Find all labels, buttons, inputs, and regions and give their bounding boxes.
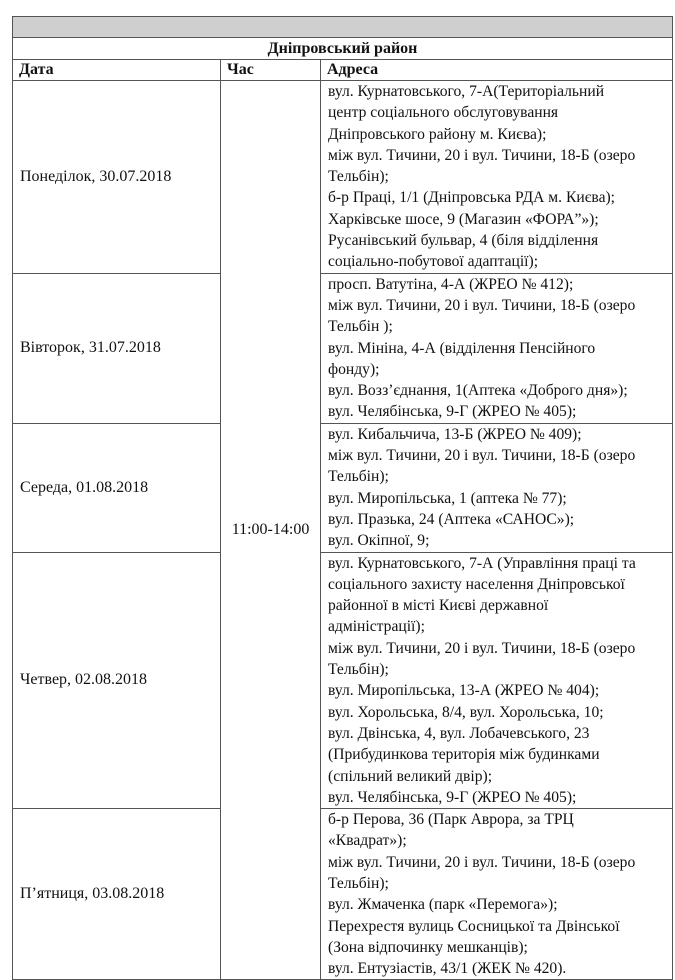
address-line: Дніпровського району м. Києва); xyxy=(328,125,547,143)
address-line: вул. Челябінська, 9-Г (ЖРЕО № 405); xyxy=(328,403,577,421)
address-line: вул. Челябінська, 9-Г (ЖРЕО № 405); xyxy=(328,788,577,806)
grey-header-cell xyxy=(13,17,673,38)
address-line: Перехрестя вулиць Сосницької та Двінської xyxy=(328,917,620,935)
address-line: Тельбін); xyxy=(328,168,389,186)
address-line: Тельбін); xyxy=(328,661,389,679)
address-line: Русанівський бульвар, 4 (біля відділення xyxy=(328,232,599,250)
address-line: вул. Миропільська, 13-А (ЖРЕО № 404); xyxy=(328,682,600,700)
column-header-date: Дата xyxy=(13,60,221,81)
address-line: (Зона відпочинку мешканців); xyxy=(328,938,528,956)
address-line: Харківське шосе, 9 (Магазин «ФОРА”»); xyxy=(328,210,599,228)
address-line: соціально-побутової адаптації); xyxy=(328,253,539,271)
table-row xyxy=(13,273,673,423)
address-line: просп. Ватутіна, 4-А (ЖРЕО № 412); xyxy=(328,275,574,293)
address-line: вул. Курнатовського, 7-А (Управління праці та xyxy=(328,554,636,572)
date-cell: П’ятниця, 03.08.2018 xyxy=(13,809,221,980)
address-line: б-р Перова, 36 (Парк Аврора, за ТРЦ xyxy=(328,811,574,829)
address-cell xyxy=(321,809,673,980)
table-row xyxy=(13,552,673,809)
address-line: вул. Ентузіастів, 43/1 (ЖЕК № 420). xyxy=(328,960,567,978)
address-line: вул. Кибальчича, 13-Б (ЖРЕО № 409); xyxy=(328,425,582,443)
address-line: вул. Хорольська, 8/4, вул. Хорольська, 10; xyxy=(328,703,604,721)
address-line: соціального захисту населення Дніпровської xyxy=(328,575,625,593)
address-line: вул. Празька, 24 (Аптека «САНОС»); xyxy=(328,510,575,528)
column-header-address: Адреса xyxy=(321,60,673,81)
address-line: адміністрації); xyxy=(328,618,425,636)
address-line: центр соціального обслуговування xyxy=(328,104,559,122)
date-cell: Четвер, 02.08.2018 xyxy=(13,552,221,809)
address-line: між вул. Тичини, 20 і вул. Тичини, 18-Б (озеро xyxy=(328,296,636,314)
address-line: вул. Курнатовського, 7-А(Територіальний xyxy=(328,83,605,100)
date-cell: Понеділок, 30.07.2018 xyxy=(13,81,221,274)
column-header-row xyxy=(13,60,673,81)
column-header-time: Час xyxy=(221,60,321,81)
time-cell: 11:00-14:00 xyxy=(221,81,321,980)
table-row xyxy=(13,809,673,980)
grey-header-bar xyxy=(13,17,673,38)
address-line: районної в місті Києві державної xyxy=(328,597,549,615)
schedule-sheet xyxy=(12,16,672,980)
address-line: б-р Праці, 1/1 (Дніпровська РДА м. Києва); xyxy=(328,189,616,207)
schedule-table xyxy=(12,16,673,980)
address-line: між вул. Тичини, 20 і вул. Тичини, 18-Б (озеро xyxy=(328,146,636,164)
address-line: вул. Миропільська, 1 (аптека № 77); xyxy=(328,489,567,507)
date-cell: Середа, 01.08.2018 xyxy=(13,423,221,552)
address-line: фонду); xyxy=(328,360,380,378)
address-cell xyxy=(321,81,673,274)
address-line: (Прибудинкова територія між будинками xyxy=(328,746,600,764)
date-cell: Вівторок, 31.07.2018 xyxy=(13,273,221,423)
address-line: між вул. Тичини, 20 і вул. Тичини, 18-Б (озеро xyxy=(328,447,636,465)
address-line: вул. Окіпної, 9; xyxy=(328,532,430,550)
address-line: вул. Двінська, 4, вул. Лобачевського, 23 xyxy=(328,724,590,742)
address-cell xyxy=(321,423,673,552)
address-line: вул. Возз’єднання, 1(Аптека «Доброго дня»); xyxy=(328,382,628,400)
address-line: вул. Жмаченка (парк «Перемога»); xyxy=(328,896,558,914)
address-line: Тельбін ); xyxy=(328,318,393,336)
address-line: вул. Мініна, 4-А (відділення Пенсійного xyxy=(328,339,596,357)
address-cell xyxy=(321,273,673,423)
table-row xyxy=(13,81,673,274)
address-line: між вул. Тичини, 20 і вул. Тичини, 18-Б (озеро xyxy=(328,853,636,871)
address-line: «Квадрат»); xyxy=(328,832,407,850)
district-title: Дніпровський район xyxy=(13,38,673,60)
address-line: між вул. Тичини, 20 і вул. Тичини, 18-Б (озеро xyxy=(328,639,636,657)
table-row xyxy=(13,423,673,552)
address-line: Тельбін); xyxy=(328,874,389,892)
district-title-row xyxy=(13,38,673,60)
address-line: (спільний великий двір); xyxy=(328,767,493,785)
address-cell xyxy=(321,552,673,809)
address-line: Тельбін); xyxy=(328,468,389,486)
